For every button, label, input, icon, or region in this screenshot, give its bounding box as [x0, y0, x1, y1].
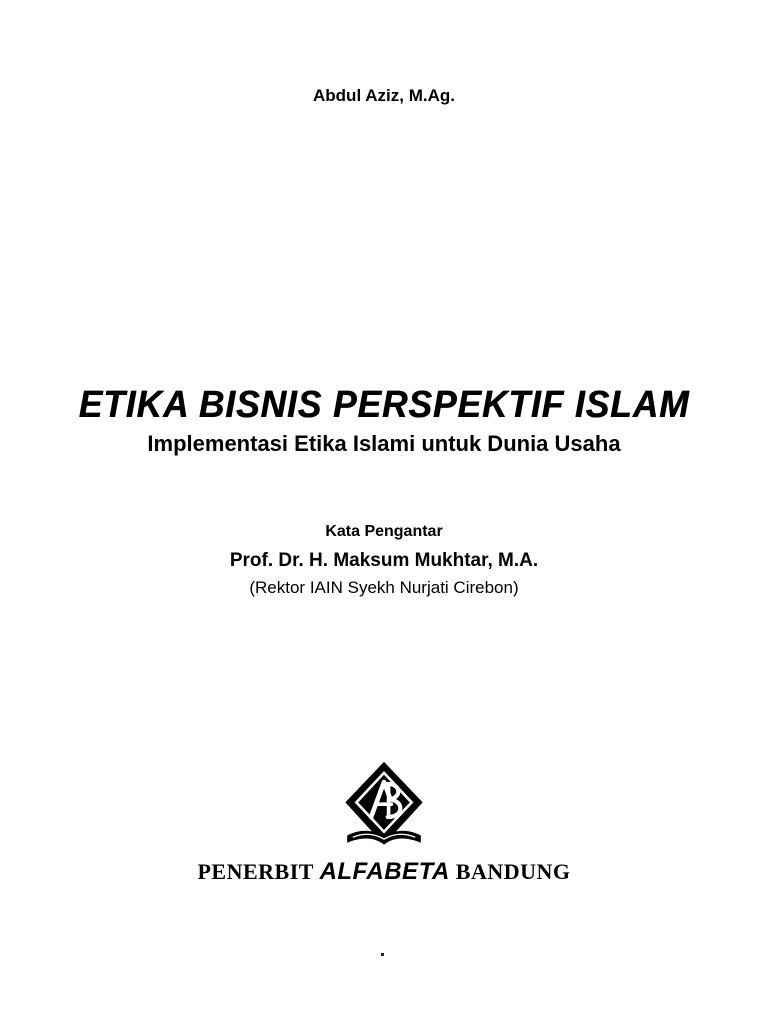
publisher-line: [0, 858, 768, 886]
publisher-brand: ALFABETA: [319, 858, 450, 885]
foreword-author-role: (Rektor IAIN Syekh Nurjati Cirebon): [249, 578, 519, 597]
publisher-logo-icon: [338, 760, 430, 852]
book-subtitle: Implementasi Etika Islami untuk Dunia Usaha: [147, 431, 621, 456]
foreword-label: Kata Pengantar: [325, 523, 443, 540]
publisher-prefix: PENERBIT: [197, 859, 314, 884]
page-dot: [381, 953, 384, 956]
book-title: ETIKA BISNIS PERSPEKTIF ISLAM: [78, 384, 690, 426]
author-name: Abdul Aziz, M.Ag.: [313, 86, 455, 105]
foreword-author-name: Prof. Dr. H. Maksum Mukhtar, M.A.: [229, 550, 539, 571]
publisher-city: BANDUNG: [455, 859, 571, 884]
